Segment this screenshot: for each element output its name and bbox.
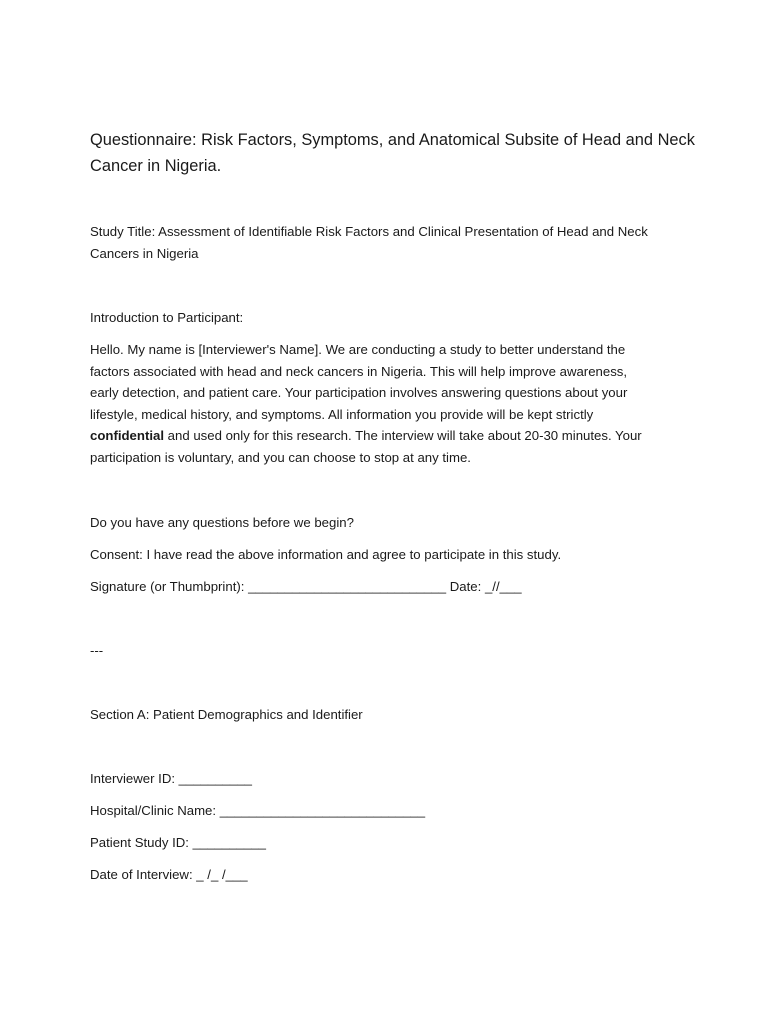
study-title-line-2: Cancers in Nigeria [90, 245, 199, 261]
intro-line-4: lifestyle, medical history, and symptoms. All information you provide will be kept strictly [90, 406, 594, 422]
study-title [90, 221, 648, 264]
study-title-line-1: Study Title: Assessment of Identifiable Risk Factors and Clinical Presentation of Head and Neck [90, 224, 648, 239]
questionnaire-title [90, 127, 695, 179]
intro-line-6: participation is voluntary, and you can choose to stop at any time. [90, 449, 471, 465]
signature-date-line: Signature (or Thumbprint): ___________________________ Date: _//___ [90, 579, 522, 594]
questions-prompt: Do you have any questions before we begin? [90, 515, 354, 530]
intro-paragraph [90, 339, 690, 469]
patient-study-id-field: Patient Study ID: __________ [90, 835, 266, 850]
section-separator: --- [90, 643, 104, 658]
interviewer-id-field: Interviewer ID: __________ [90, 771, 253, 786]
date-of-interview-field: Date of Interview: _ /_ /___ [90, 867, 248, 882]
consent-statement: Consent: I have read the above information and agree to participate in this study. [90, 547, 562, 562]
intro-line-5 [90, 425, 690, 447]
intro-line-1: Hello. My name is [Interviewer's Name]. We are conducting a study to better understand the [90, 342, 626, 357]
intro-line-2: factors associated with head and neck cancers in Nigeria. This will help improve awareness, [90, 363, 628, 379]
section-a-heading: Section A: Patient Demographics and Identifier [90, 707, 363, 722]
confidential-emphasis: confidential [90, 428, 164, 444]
hospital-name-field: Hospital/Clinic Name: ____________________________ [90, 803, 426, 818]
title-line-2: Cancer in Nigeria. [90, 157, 222, 175]
intro-heading: Introduction to Participant: [90, 310, 244, 325]
intro-line-3: early detection, and patient care. Your participation involves answering questions about your [90, 385, 628, 401]
intro-line-5-rest: and used only for this research. The interview will take about 20-30 minutes. Your [164, 428, 642, 444]
title-line-1: Questionnaire: Risk Factors, Symptoms, and Anatomical Subsite of Head and Neck [90, 131, 695, 149]
